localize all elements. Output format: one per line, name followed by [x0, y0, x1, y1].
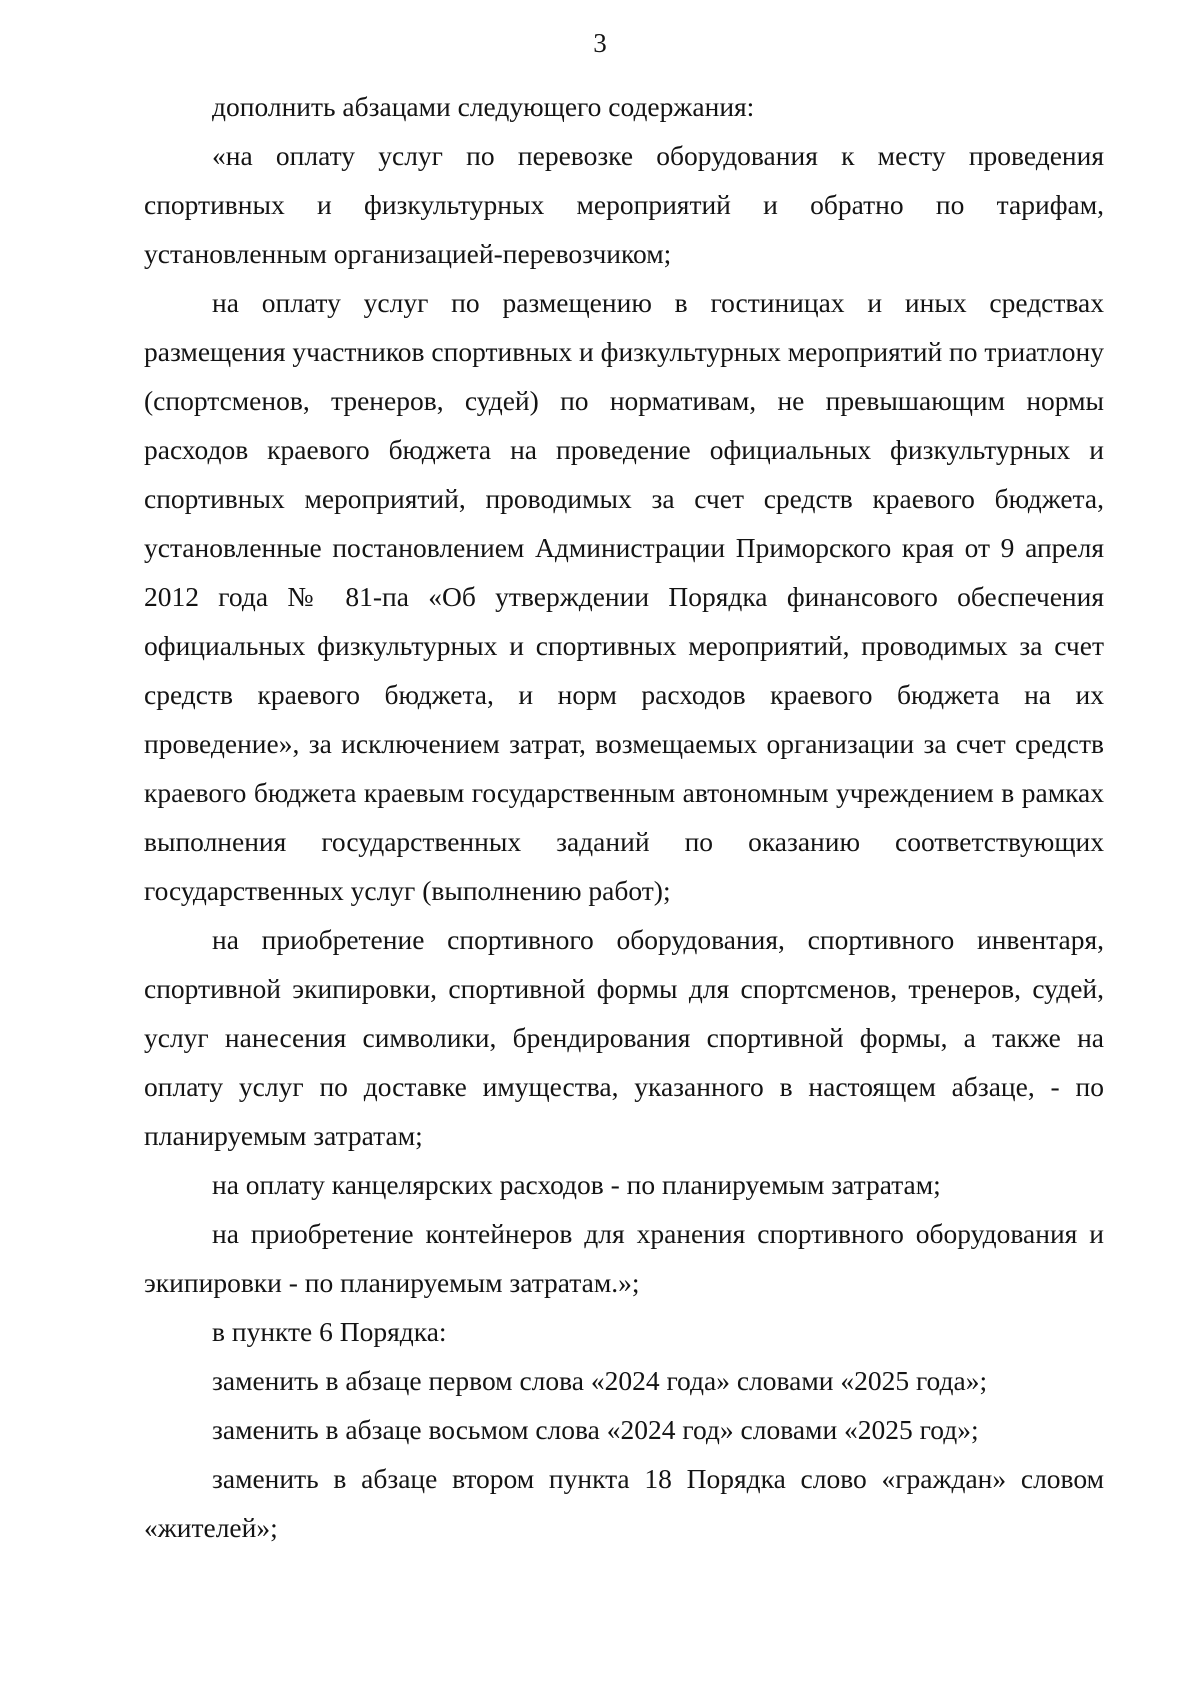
paragraph: на приобретение спортивного оборудования, спортивного инвентаря, спортивной экипировки, спортивной формы для спортсменов, тренеров, судей, услуг нанесения символики, брендирования спортивной формы, а также на оплату услуг по доставке имущества, указанного в настоящем абзаце, - по планируемым затратам;: [144, 924, 1104, 1151]
paragraph: заменить в абзаце втором пункта 18 Порядка слово «граждан» словом «жителей»;: [144, 1463, 1104, 1543]
paragraph: на оплату услуг по размещению в гостиницах и иных средствах размещения участников спортивных и физкультурных мероприятий по триатлону (спортсменов, тренеров, судей) по нормативам, не превышающим нормы расходов краевого бюджета на проведение официальных физкультурных и спортивных мероприятий, проводимых за счет средств краевого бюджета, установленные постановлением Администрации Приморского края от 9 апреля 2012 года № 81-па «Об утверждении Порядка финансового обеспечения официальных физкультурных и спортивных мероприятий, проводимых за счет средств краевого бюджета, и норм расходов краевого бюджета на их проведение», за исключением затрат, возмещаемых организации за счет средств краевого бюджета краевым государственным автономным учреждением в рамках выполнения государственных заданий по оказанию соответствующих государственных услуг (выполнению работ);: [144, 287, 1104, 906]
paragraph: «на оплату услуг по перевозке оборудования к месту проведения спортивных и физкультурных мероприятий и обратно по тарифам, установленным организацией-перевозчиком;: [144, 140, 1104, 269]
paragraph: в пункте 6 Порядка:: [212, 1316, 447, 1347]
page-number: 3: [593, 28, 607, 58]
paragraph: на приобретение контейнеров для хранения спортивного оборудования и экипировки - по планируемым затратам.»;: [144, 1218, 1104, 1298]
paragraph: дополнить абзацами следующего содержания:: [212, 91, 755, 122]
paragraph: на оплату канцелярских расходов - по планируемым затратам;: [212, 1169, 941, 1200]
paragraph: заменить в абзаце первом слова «2024 года» словами «2025 года»;: [212, 1365, 988, 1396]
paragraph: заменить в абзаце восьмом слова «2024 год» словами «2025 год»;: [212, 1414, 979, 1445]
document-body: [144, 82, 1104, 1552]
